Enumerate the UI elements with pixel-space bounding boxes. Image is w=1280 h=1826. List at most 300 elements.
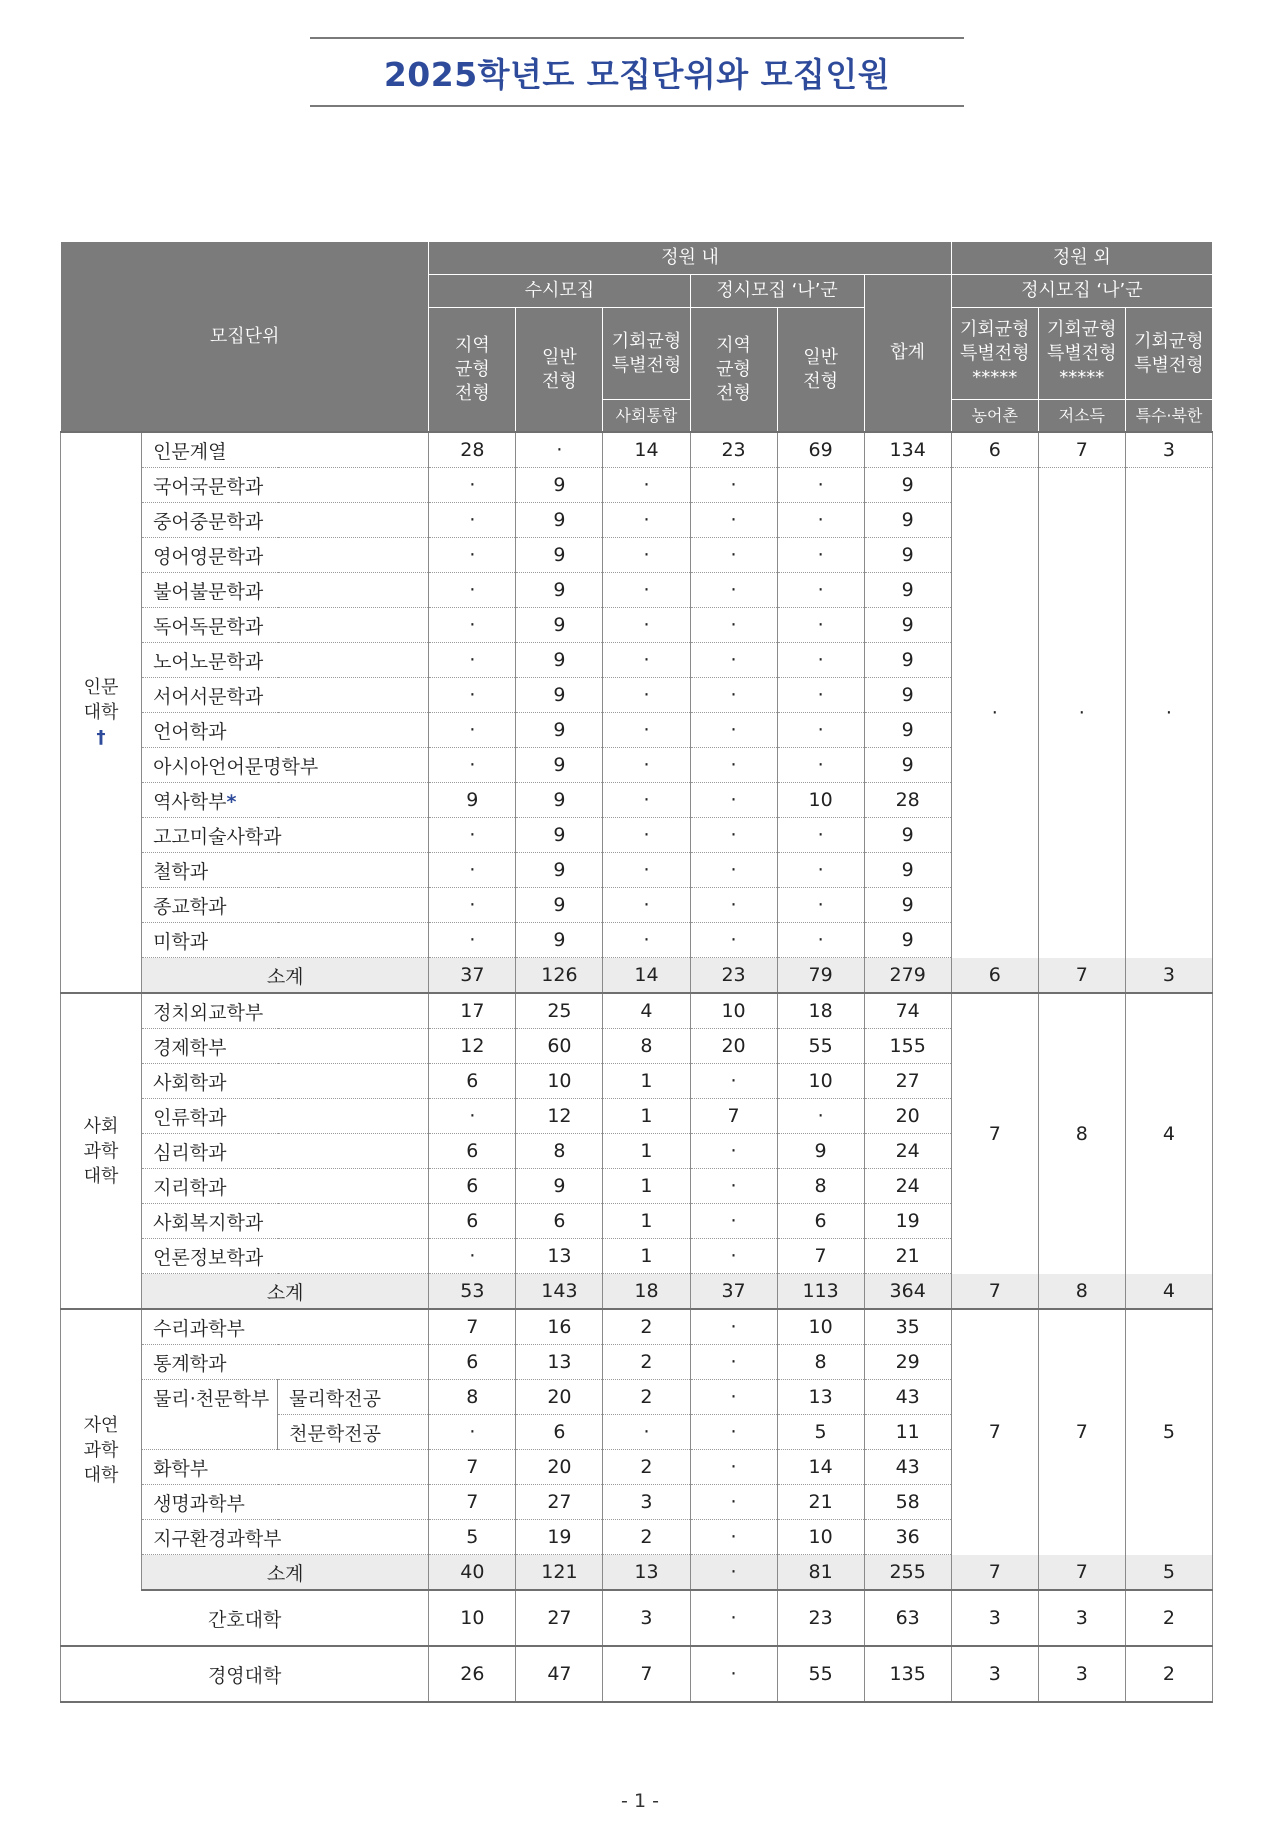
cell-value: ·	[777, 748, 864, 783]
cell-value: 47	[516, 1646, 603, 1702]
header-jeongsi: 정시모집 ‘나’군	[690, 275, 864, 308]
cell-value: ·	[690, 608, 777, 643]
cell-value: 9	[516, 1169, 603, 1204]
department-name: 지구환경과학부	[142, 1520, 429, 1555]
cell-value: 23	[690, 432, 777, 468]
cell-value: ·	[603, 923, 690, 958]
cell-value: 24	[864, 1134, 951, 1169]
college-name: 인문 대학 †	[61, 432, 142, 993]
subtotal-value: 8	[1038, 1274, 1125, 1310]
department-name: 지리학과	[142, 1169, 429, 1204]
cell-value: 13	[516, 1239, 603, 1274]
cell-value: 9	[516, 503, 603, 538]
department-name: 언론정보학과	[142, 1239, 429, 1274]
cell-value: ·	[777, 468, 864, 503]
cell-value: 9	[864, 888, 951, 923]
college-row	[61, 1646, 1213, 1702]
cell-value: ·	[429, 678, 516, 713]
subtotal-value: 364	[864, 1274, 951, 1310]
cell-value: ·	[690, 713, 777, 748]
cell-value: 9	[864, 678, 951, 713]
cell-value: 9	[864, 538, 951, 573]
cell-value: ·	[603, 1415, 690, 1450]
header-rural: 농어촌	[951, 400, 1038, 433]
cell-value: 1	[603, 1134, 690, 1169]
cell-value: 4	[603, 993, 690, 1029]
subtotal-value: ·	[690, 1555, 777, 1591]
cell-value: 14	[777, 1450, 864, 1485]
header-special: 특수·북한	[1125, 400, 1212, 433]
cell-value: 155	[864, 1029, 951, 1064]
cell-value: 8	[777, 1345, 864, 1380]
cell-value: 6	[429, 1204, 516, 1239]
subtotal-value: 7	[951, 1555, 1038, 1591]
cell-value: 60	[516, 1029, 603, 1064]
subtotal-value: 53	[429, 1274, 516, 1310]
cell-value: ·	[690, 1646, 777, 1702]
subtotal-value: 3	[1125, 958, 1212, 994]
cell-value: 9	[777, 1134, 864, 1169]
cell-value: 28	[429, 432, 516, 468]
cell-value: 9	[864, 573, 951, 608]
cell-out-value: 3	[1125, 432, 1212, 468]
subtotal-value: 81	[777, 1555, 864, 1591]
cell-value: 6	[516, 1204, 603, 1239]
cell-value: 63	[864, 1590, 951, 1646]
cell-value: ·	[690, 1380, 777, 1415]
department-name: 인문계열	[142, 432, 429, 468]
cell-value: 9	[429, 783, 516, 818]
cell-value: 12	[429, 1029, 516, 1064]
cell-value: 2	[1125, 1590, 1212, 1646]
department-name: 영어영문학과	[142, 538, 429, 573]
cell-value: 7	[603, 1646, 690, 1702]
cell-value: ·	[690, 643, 777, 678]
cell-value: 9	[864, 503, 951, 538]
department-name: 철학과	[142, 853, 429, 888]
subtotal-value: 7	[1038, 1555, 1125, 1591]
cell-value: ·	[690, 748, 777, 783]
department-name: 사회복지학과	[142, 1204, 429, 1239]
cell-value: 35	[864, 1309, 951, 1345]
cell-value: 10	[690, 993, 777, 1029]
cell-value: ·	[690, 1204, 777, 1239]
subtotal-value: 143	[516, 1274, 603, 1310]
header-general: 일반 전형	[516, 308, 603, 433]
cell-value: ·	[690, 468, 777, 503]
cell-value: 134	[864, 432, 951, 468]
cell-value: ·	[429, 888, 516, 923]
subtotal-value: 7	[951, 1274, 1038, 1310]
cell-value: 25	[516, 993, 603, 1029]
cell-out-value: 7	[1038, 432, 1125, 468]
major-name: 천문학전공	[278, 1415, 429, 1450]
subtotal-row	[61, 1555, 1213, 1591]
cell-value: 10	[777, 783, 864, 818]
subtotal-value: 37	[429, 958, 516, 994]
header-jeongsi-regional: 지역 균형 전형	[690, 308, 777, 433]
cell-value: ·	[777, 538, 864, 573]
subtotal-value: 37	[690, 1274, 777, 1310]
cell-value: 24	[864, 1169, 951, 1204]
cell-value: 9	[864, 923, 951, 958]
cell-value: 9	[516, 538, 603, 573]
subtotal-value: 13	[603, 1555, 690, 1591]
header-unit: 모집단위	[61, 242, 429, 433]
cell-value: ·	[690, 1309, 777, 1345]
cell-value: 8	[777, 1169, 864, 1204]
cell-value: 10	[777, 1309, 864, 1345]
cell-value: ·	[690, 783, 777, 818]
cell-value: 1	[603, 1239, 690, 1274]
header-outside: 정원 외	[951, 242, 1212, 275]
cell-value: ·	[429, 713, 516, 748]
cell-value: 11	[864, 1415, 951, 1450]
cell-value: ·	[690, 678, 777, 713]
cell-value: 36	[864, 1520, 951, 1555]
header-inside: 정원 내	[429, 242, 951, 275]
subtotal-label: 소계	[142, 1555, 429, 1591]
table-row	[61, 468, 1213, 503]
cell-value: ·	[690, 573, 777, 608]
cell-value: 3	[1038, 1646, 1125, 1702]
cell-value: 9	[516, 818, 603, 853]
cell-value: 3	[951, 1646, 1038, 1702]
department-name: 불어불문학과	[142, 573, 429, 608]
cell-value: 3	[603, 1485, 690, 1520]
college-name: 간호대학	[61, 1590, 429, 1646]
cell-value: 6	[777, 1204, 864, 1239]
cell-value: ·	[690, 1239, 777, 1274]
cell-value: ·	[777, 1099, 864, 1134]
cell-value: 9	[516, 573, 603, 608]
cell-value: 8	[603, 1029, 690, 1064]
cell-value: ·	[690, 1485, 777, 1520]
admission-quota-table	[60, 241, 1213, 1703]
header-out-opp1: 기회균형 특별전형 *****	[951, 308, 1038, 400]
cell-value: 9	[864, 748, 951, 783]
cell-value: ·	[603, 468, 690, 503]
department-name: 언어학과	[142, 713, 429, 748]
cell-value: 23	[777, 1590, 864, 1646]
cell-value: ·	[429, 643, 516, 678]
cell-out-value: 6	[951, 432, 1038, 468]
cell-value: ·	[690, 1450, 777, 1485]
cell-value: ·	[429, 503, 516, 538]
department-name: 종교학과	[142, 888, 429, 923]
cell-value: ·	[429, 853, 516, 888]
subtotal-value: 113	[777, 1274, 864, 1310]
cell-value: 2	[603, 1450, 690, 1485]
college-name: 자연 과학 대학	[61, 1309, 142, 1590]
subtotal-value: 6	[951, 958, 1038, 994]
college-name: 경영대학	[61, 1646, 429, 1702]
department-name: 중어중문학과	[142, 503, 429, 538]
cell-value: 69	[777, 432, 864, 468]
cell-value: ·	[429, 538, 516, 573]
cell-value: ·	[429, 1099, 516, 1134]
cell-value: 8	[429, 1380, 516, 1415]
cell-value: 6	[516, 1415, 603, 1450]
cell-value: ·	[603, 783, 690, 818]
department-name: 수리과학부	[142, 1309, 429, 1345]
cell-value: 20	[690, 1029, 777, 1064]
cell-value: 1	[603, 1099, 690, 1134]
cell-value: 1	[603, 1204, 690, 1239]
department-name: 통계학과	[142, 1345, 429, 1380]
department-name: 심리학과	[142, 1134, 429, 1169]
department-name: 정치외교학부	[142, 993, 429, 1029]
cell-out-merged: ·	[1038, 468, 1125, 958]
cell-value: ·	[603, 678, 690, 713]
department-name: 경제학부	[142, 1029, 429, 1064]
department-name: 생명과학부	[142, 1485, 429, 1520]
cell-value: ·	[429, 1415, 516, 1450]
header-susi: 수시모집	[429, 275, 690, 308]
major-name: 물리학전공	[278, 1380, 429, 1415]
cell-out-merged: 4	[1125, 993, 1212, 1274]
cell-value: 9	[516, 853, 603, 888]
cell-value: 27	[516, 1590, 603, 1646]
college-name: 사회 과학 대학	[61, 993, 142, 1309]
subtotal-label: 소계	[142, 1274, 429, 1310]
cell-out-merged: 7	[1038, 1309, 1125, 1555]
cell-value: ·	[777, 643, 864, 678]
cell-value: ·	[777, 573, 864, 608]
department-name: 역사학부*	[142, 783, 429, 818]
cell-value: 9	[516, 783, 603, 818]
subtotal-label: 소계	[142, 958, 429, 994]
cell-value: 21	[864, 1239, 951, 1274]
cell-value: ·	[777, 853, 864, 888]
cell-value: ·	[690, 503, 777, 538]
cell-value: ·	[429, 573, 516, 608]
subtotal-value: 14	[603, 958, 690, 994]
cell-value: 9	[516, 923, 603, 958]
cell-value: 21	[777, 1485, 864, 1520]
department-name: 서어서문학과	[142, 678, 429, 713]
cell-value: 7	[690, 1099, 777, 1134]
cell-value: ·	[603, 748, 690, 783]
cell-value: 28	[864, 783, 951, 818]
table-row	[61, 993, 1213, 1029]
department-name: 노어노문학과	[142, 643, 429, 678]
subtotal-value: 279	[864, 958, 951, 994]
cell-value: 10	[777, 1064, 864, 1099]
cell-value: ·	[429, 1239, 516, 1274]
cell-value: 9	[864, 713, 951, 748]
cell-value: ·	[603, 713, 690, 748]
cell-value: 6	[429, 1134, 516, 1169]
cell-value: ·	[690, 1345, 777, 1380]
subtotal-value: 4	[1125, 1274, 1212, 1310]
page-title: 2025학년도 모집단위와 모집인원	[383, 55, 891, 94]
cell-value: ·	[603, 818, 690, 853]
cell-value: 135	[864, 1646, 951, 1702]
cell-value: 2	[603, 1345, 690, 1380]
cell-value: 3	[1038, 1590, 1125, 1646]
cell-out-merged: 7	[951, 993, 1038, 1274]
department-name: 사회학과	[142, 1064, 429, 1099]
cell-value: ·	[777, 818, 864, 853]
header-jeongsi-general: 일반 전형	[777, 308, 864, 433]
cell-value: ·	[690, 1520, 777, 1555]
cell-value: ·	[777, 503, 864, 538]
cell-value: 9	[864, 643, 951, 678]
subtotal-value: 5	[1125, 1555, 1212, 1591]
cell-value: ·	[690, 538, 777, 573]
cell-value: 9	[516, 468, 603, 503]
subtotal-row	[61, 1274, 1213, 1310]
cell-value: 27	[864, 1064, 951, 1099]
cell-value: 12	[516, 1099, 603, 1134]
cell-value: ·	[603, 538, 690, 573]
cell-value: 1	[603, 1169, 690, 1204]
cell-value: ·	[690, 1590, 777, 1646]
cell-value: ·	[603, 853, 690, 888]
page-number: - 1 -	[621, 1790, 659, 1812]
cell-value: ·	[516, 432, 603, 468]
cell-value: 2	[1125, 1646, 1212, 1702]
subtotal-value: 126	[516, 958, 603, 994]
dagger-mark: †	[96, 727, 106, 748]
cell-value: 9	[864, 818, 951, 853]
cell-value: 6	[429, 1064, 516, 1099]
cell-out-merged: ·	[1125, 468, 1212, 958]
cell-value: ·	[429, 608, 516, 643]
cell-value: 10	[429, 1590, 516, 1646]
cell-value: ·	[603, 643, 690, 678]
cell-value: 7	[777, 1239, 864, 1274]
cell-value: ·	[690, 888, 777, 923]
cell-value: 2	[603, 1520, 690, 1555]
cell-value: 9	[516, 748, 603, 783]
cell-value: 17	[429, 993, 516, 1029]
header-regional: 지역 균형 전형	[429, 308, 516, 433]
cell-value: 2	[603, 1309, 690, 1345]
table-row	[61, 432, 1213, 468]
cell-value: ·	[603, 503, 690, 538]
cell-value: 20	[516, 1380, 603, 1415]
subtotal-row	[61, 958, 1213, 994]
cell-value: 29	[864, 1345, 951, 1380]
cell-value: 58	[864, 1485, 951, 1520]
cell-value: 74	[864, 993, 951, 1029]
subtotal-value: 255	[864, 1555, 951, 1591]
cell-value: 19	[864, 1204, 951, 1239]
department-name: 고고미술사학과	[142, 818, 429, 853]
department-name: 인류학과	[142, 1099, 429, 1134]
cell-value: 19	[516, 1520, 603, 1555]
cell-value: 13	[777, 1380, 864, 1415]
cell-value: ·	[690, 818, 777, 853]
department-name: 독어독문학과	[142, 608, 429, 643]
cell-value: ·	[777, 713, 864, 748]
cell-out-merged: 7	[951, 1309, 1038, 1555]
department-name: 국어국문학과	[142, 468, 429, 503]
header-out-opp2: 기회균형 특별전형 *****	[1038, 308, 1125, 400]
cell-value: ·	[429, 818, 516, 853]
department-name: 물리·천문학부	[142, 1380, 278, 1450]
cell-value: ·	[429, 748, 516, 783]
cell-value: 7	[429, 1309, 516, 1345]
header-jeongsi-out: 정시모집 ‘나’군	[951, 275, 1212, 308]
header-lowincome: 저소득	[1038, 400, 1125, 433]
cell-value: 9	[516, 713, 603, 748]
cell-value: 3	[603, 1590, 690, 1646]
college-row	[61, 1590, 1213, 1646]
cell-value: 26	[429, 1646, 516, 1702]
department-name: 미학과	[142, 923, 429, 958]
subtotal-value: 7	[1038, 958, 1125, 994]
cell-value: 18	[777, 993, 864, 1029]
cell-out-merged: 8	[1038, 993, 1125, 1274]
cell-value: ·	[429, 923, 516, 958]
cell-value: 43	[864, 1380, 951, 1415]
cell-value: ·	[603, 888, 690, 923]
subtotal-value: 121	[516, 1555, 603, 1591]
cell-value: 27	[516, 1485, 603, 1520]
subtotal-value: 18	[603, 1274, 690, 1310]
cell-value: 7	[429, 1485, 516, 1520]
cell-value: ·	[603, 573, 690, 608]
cell-value: 9	[864, 468, 951, 503]
cell-value: ·	[690, 1415, 777, 1450]
table-row	[61, 1309, 1213, 1345]
cell-value: ·	[777, 888, 864, 923]
cell-value: 9	[516, 643, 603, 678]
cell-value: 2	[603, 1380, 690, 1415]
header-opportunity: 기회균형 특별전형	[603, 308, 690, 400]
cell-value: 9	[516, 678, 603, 713]
cell-value: 3	[951, 1590, 1038, 1646]
cell-value: 9	[516, 888, 603, 923]
subtotal-value: 23	[690, 958, 777, 994]
cell-value: 5	[777, 1415, 864, 1450]
cell-value: 6	[429, 1345, 516, 1380]
cell-value: ·	[777, 678, 864, 713]
cell-value: 10	[777, 1520, 864, 1555]
header-total: 합계	[864, 275, 951, 433]
cell-value: 20	[864, 1099, 951, 1134]
cell-value: 55	[777, 1646, 864, 1702]
department-name: 화학부	[142, 1450, 429, 1485]
subtotal-value: 40	[429, 1555, 516, 1591]
cell-value: 20	[516, 1450, 603, 1485]
cell-value: 16	[516, 1309, 603, 1345]
title-frame	[310, 37, 964, 107]
cell-value: 9	[864, 853, 951, 888]
cell-value: ·	[690, 1134, 777, 1169]
cell-value: ·	[777, 608, 864, 643]
cell-value: 5	[429, 1520, 516, 1555]
cell-value: 13	[516, 1345, 603, 1380]
cell-value: 43	[864, 1450, 951, 1485]
cell-value: ·	[690, 1064, 777, 1099]
department-name: 아시아언어문명학부	[142, 748, 429, 783]
cell-value: 1	[603, 1064, 690, 1099]
cell-out-merged: ·	[951, 468, 1038, 958]
subtotal-value: 79	[777, 958, 864, 994]
asterisk-mark: *	[226, 790, 237, 813]
header-out-opp3: 기회균형 특별전형	[1125, 308, 1212, 400]
cell-value: ·	[603, 608, 690, 643]
header-social-integration: 사회통합	[603, 400, 690, 433]
cell-value: 55	[777, 1029, 864, 1064]
cell-value: ·	[429, 468, 516, 503]
cell-value: ·	[690, 923, 777, 958]
cell-value: ·	[777, 923, 864, 958]
